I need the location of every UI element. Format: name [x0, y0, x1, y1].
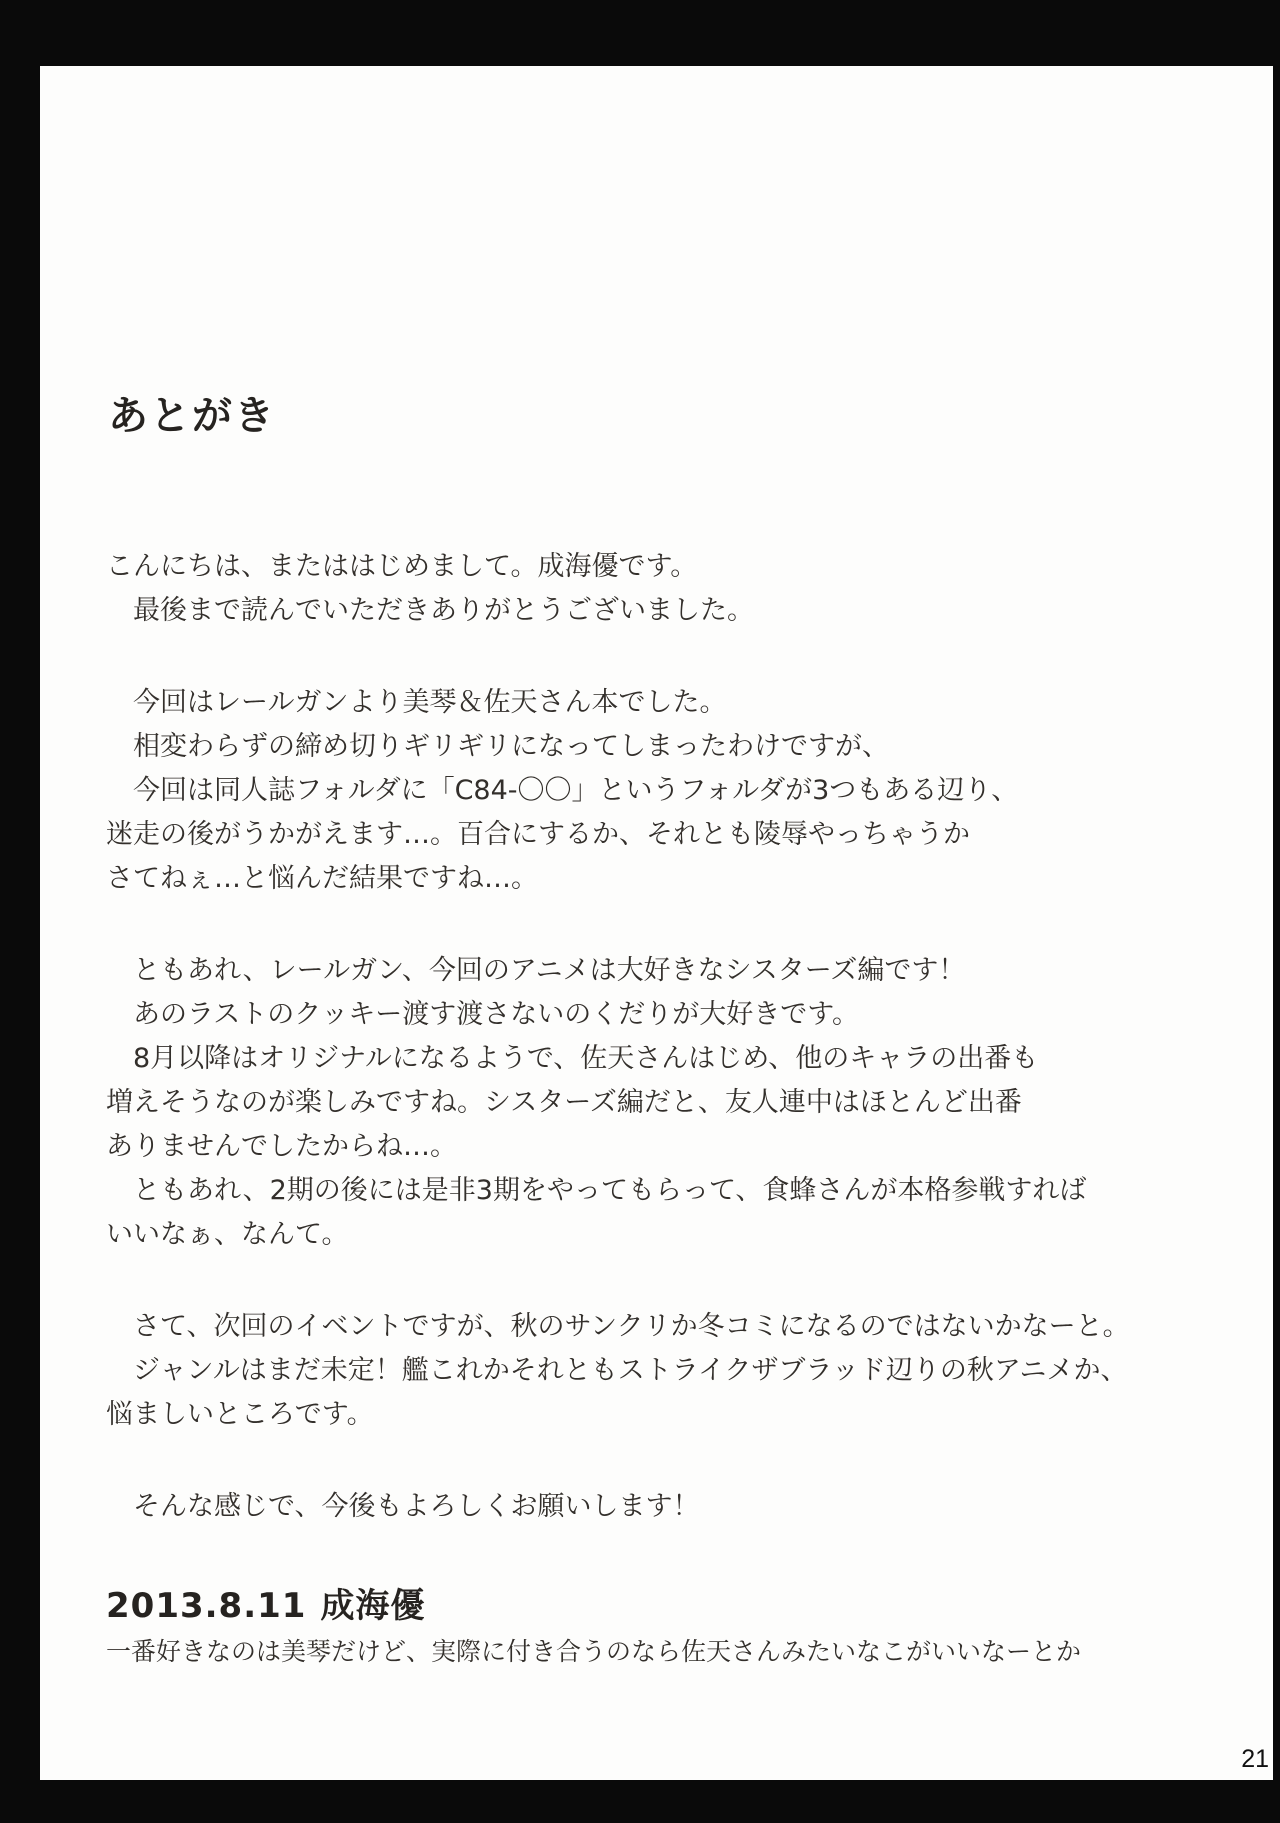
paragraph: [106, 545, 1206, 633]
text-line: 今回はレールガンより美琴＆佐天さん本でした。: [106, 687, 727, 718]
text-line: 今回は同人誌フォルダに「C84-〇〇」というフォルダが3つもある辺り、: [106, 775, 1019, 806]
afterword-body-text: [106, 545, 1206, 1529]
text-line: 最後まで読んでいただきありがとうございました。: [106, 595, 754, 626]
text-line: そんな感じで、今後もよろしくお願いします！: [106, 1491, 700, 1522]
signature-author-name: 成海優: [320, 1586, 426, 1626]
text-line: ジャンルはまだ未定！艦これかそれともストライクザブラッド辺りの秋アニメか、: [106, 1355, 1128, 1386]
page-number: 21: [1241, 1745, 1269, 1773]
text-line: さて、次回のイベントですが、秋のサンクリか冬コミになるのではないかなーと。: [106, 1311, 1130, 1342]
paragraph: [106, 1485, 1206, 1529]
text-line: ありませんでしたからね…。: [106, 1131, 457, 1162]
text-line: こんにちは、またははじめまして。成海優です。: [106, 551, 698, 582]
text-line: ともあれ、2期の後には是非3期をやってもらって、食蜂さんが本格参戦すれば: [106, 1175, 1087, 1206]
postscript-note: 一番好きなのは美琴だけど、実際に付き合うのなら佐天さんみたいなこがいいなーとか: [106, 1637, 1082, 1666]
text-line: 相変わらずの締め切りギリギリになってしまったわけですが、: [106, 731, 889, 762]
text-line: さてねぇ…と悩んだ結果ですね…。: [106, 863, 538, 894]
text-line: 8月以降はオリジナルになるようで、佐天さんはじめ、他のキャラの出番も: [106, 1043, 1039, 1074]
text-line: あのラストのクッキー渡す渡さないのくだりが大好きです。: [106, 999, 860, 1030]
signature-line: [106, 1578, 425, 1627]
paragraph: [106, 949, 1206, 1257]
text-line: 悩ましいところです。: [106, 1399, 374, 1430]
page-title: あとがき: [108, 393, 276, 439]
text-line: 迷走の後がうかがえます…。百合にするか、それとも陵辱やっちゃうか: [106, 819, 970, 850]
text-line: 増えそうなのが楽しみですね。シスターズ編だと、友人連中はほとんど出番: [106, 1087, 1022, 1118]
text-line: ともあれ、レールガン、今回のアニメは大好きなシスターズ編です！: [106, 955, 966, 986]
paragraph: [106, 681, 1206, 901]
text-line: いいなぁ、なんて。: [106, 1219, 349, 1250]
afterword-page: [40, 66, 1273, 1780]
paragraph: [106, 1305, 1206, 1437]
signature-date: 2013.8.11: [106, 1586, 307, 1626]
